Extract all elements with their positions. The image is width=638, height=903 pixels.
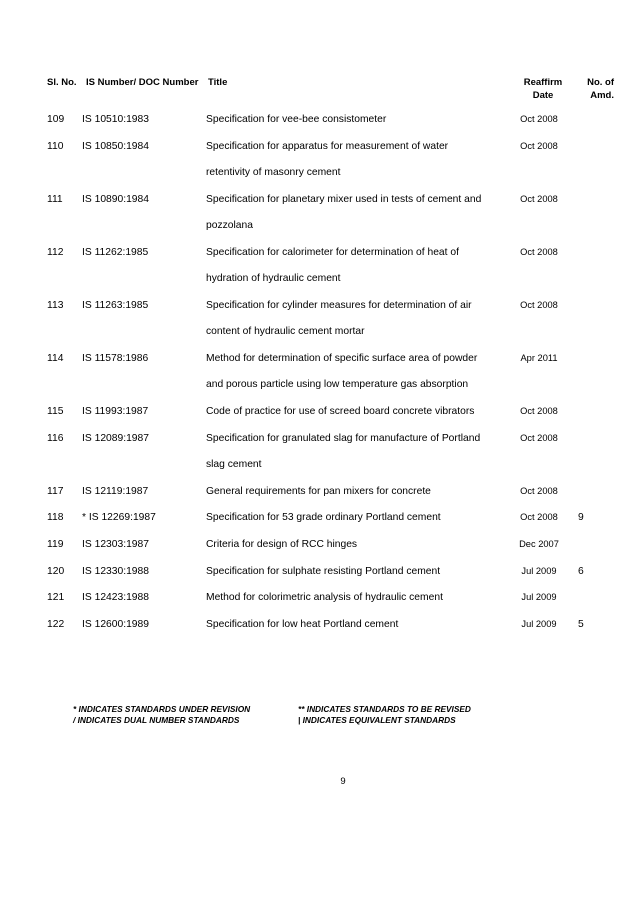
- legend-under-revision: * INDICATES STANDARDS UNDER REVISION: [73, 704, 251, 714]
- header-sl-no: Sl. No.: [47, 77, 77, 88]
- title-cell: Specification for granulated slag for manufacture of Portland: [206, 433, 481, 444]
- is-number-cell: IS 10510:1983: [82, 114, 149, 125]
- is-number-cell: IS 12119:1987: [82, 486, 149, 497]
- title-cell: Code of practice for use of screed board concrete vibrators: [206, 406, 475, 417]
- is-number-cell: IS 10890:1984: [82, 194, 149, 205]
- header-amd-line2: Amd.: [590, 90, 614, 101]
- serial-number-cell: 112: [47, 247, 64, 258]
- serial-number-cell: 116: [47, 433, 64, 444]
- is-number-cell: * IS 12269:1987: [82, 512, 156, 523]
- reaffirm-date-cell: Apr 2011: [520, 353, 558, 363]
- reaffirm-date-cell: Oct 2008: [520, 406, 558, 416]
- title-cell: Method for determination of specific surface area of powder: [206, 353, 478, 364]
- is-number-cell: IS 10850:1984: [82, 141, 149, 152]
- is-number-cell: IS 11262:1985: [82, 247, 149, 258]
- is-number-cell: IS 12303:1987: [82, 539, 149, 550]
- title-continuation-cell: hydration of hydraulic cement: [206, 273, 341, 284]
- header-amd-line1: No. of: [587, 77, 614, 88]
- title-cell: Specification for vee-bee consistometer: [206, 114, 387, 125]
- serial-number-cell: 122: [47, 619, 65, 630]
- amendments-cell: 9: [578, 512, 584, 523]
- serial-number-cell: 109: [47, 114, 65, 125]
- is-number-cell: IS 11263:1985: [82, 300, 149, 311]
- title-cell: Criteria for design of RCC hinges: [206, 539, 358, 550]
- title-continuation-cell: content of hydraulic cement mortar: [206, 326, 365, 337]
- title-continuation-cell: pozzolana: [206, 220, 253, 231]
- title-cell: Specification for planetary mixer used in tests of cement and: [206, 194, 482, 205]
- reaffirm-date-cell: Oct 2008: [520, 114, 558, 124]
- title-continuation-cell: retentivity of masonry cement: [206, 167, 341, 178]
- legend-equivalent: | INDICATES EQUIVALENT STANDARDS: [298, 715, 456, 725]
- title-cell: Method for colorimetric analysis of hydraulic cement: [206, 592, 443, 603]
- title-cell: General requirements for pan mixers for concrete: [206, 486, 431, 497]
- is-number-cell: IS 12600:1989: [82, 619, 149, 630]
- page-number: 9: [340, 776, 346, 787]
- title-cell: Specification for apparatus for measurement of water: [206, 141, 449, 152]
- serial-number-cell: 120: [47, 566, 65, 577]
- header-amendments: [574, 76, 614, 102]
- reaffirm-date-cell: Oct 2008: [520, 194, 558, 204]
- header-reaffirm-line2: Date: [532, 90, 554, 101]
- serial-number-cell: 121: [47, 592, 65, 603]
- reaffirm-date-cell: Oct 2008: [520, 433, 558, 443]
- title-continuation-cell: and porous particle using low temperature gas absorption: [206, 379, 469, 390]
- serial-number-cell: 119: [47, 539, 64, 550]
- legend-dual-number: / INDICATES DUAL NUMBER STANDARDS: [73, 715, 240, 725]
- header-is-number: IS Number/ DOC Number: [86, 77, 199, 88]
- is-number-cell: IS 11578:1986: [82, 353, 149, 364]
- reaffirm-date-cell: Oct 2008: [520, 247, 558, 257]
- amendments-cell: 6: [578, 566, 584, 577]
- serial-number-cell: 115: [47, 406, 64, 417]
- reaffirm-date-cell: Oct 2008: [520, 486, 558, 496]
- serial-number-cell: 110: [47, 141, 64, 152]
- serial-number-cell: 113: [47, 300, 64, 311]
- header-title: Title: [208, 77, 228, 88]
- serial-number-cell: 117: [47, 486, 64, 497]
- title-cell: Specification for sulphate resisting Portland cement: [206, 566, 441, 577]
- reaffirm-date-cell: Jul 2009: [521, 619, 557, 629]
- reaffirm-date-cell: Dec 2007: [519, 539, 559, 549]
- is-number-cell: IS 12330:1988: [82, 566, 149, 577]
- reaffirm-date-cell: Jul 2009: [521, 566, 557, 576]
- header-reaffirm-line1: Reaffirm: [523, 77, 563, 88]
- reaffirm-date-cell: Oct 2008: [520, 512, 558, 522]
- reaffirm-date-cell: Jul 2009: [521, 592, 557, 602]
- title-cell: Specification for calorimeter for determination of heat of: [206, 247, 459, 258]
- is-number-cell: IS 12423:1988: [82, 592, 149, 603]
- title-cell: Specification for low heat Portland cement: [206, 619, 399, 630]
- amendments-cell: 5: [578, 619, 584, 630]
- reaffirm-date-cell: Oct 2008: [520, 141, 558, 151]
- is-number-cell: IS 12089:1987: [82, 433, 149, 444]
- reaffirm-date-cell: Oct 2008: [520, 300, 558, 310]
- serial-number-cell: 118: [47, 512, 64, 523]
- is-number-cell: IS 11993:1987: [82, 406, 149, 417]
- title-cell: Specification for cylinder measures for determination of air: [206, 300, 472, 311]
- title-continuation-cell: slag cement: [206, 459, 262, 470]
- title-cell: Specification for 53 grade ordinary Portland cement: [206, 512, 441, 523]
- legend-to-be-revised: ** INDICATES STANDARDS TO BE REVISED: [298, 704, 471, 714]
- header-reaffirm-date: [521, 76, 565, 102]
- serial-number-cell: 114: [47, 353, 64, 364]
- serial-number-cell: 111: [47, 194, 63, 205]
